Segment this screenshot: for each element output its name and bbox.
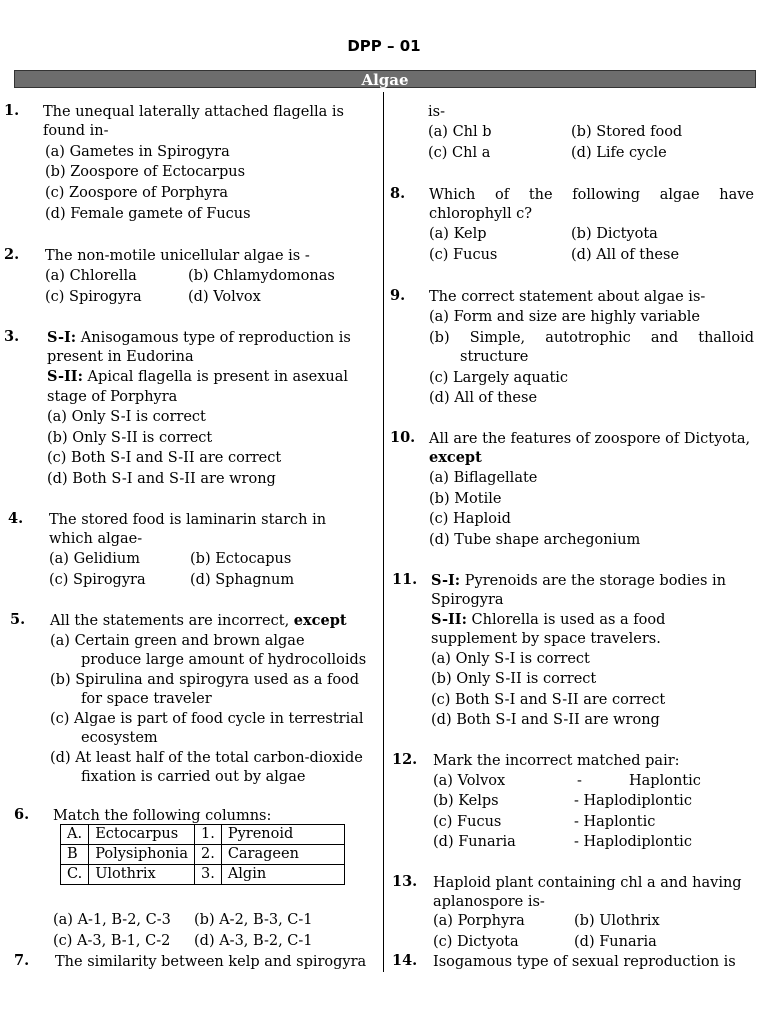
option: (d) Both S-I and S-II are wrong <box>47 471 276 487</box>
question-number: 8. <box>390 185 406 202</box>
question-text: found in- <box>43 123 109 139</box>
question-text: Isogamous type of sexual reproduction is <box>433 954 736 970</box>
question-number: 2. <box>4 246 20 263</box>
question-number: 3. <box>4 328 20 345</box>
option: (c) Haploid <box>429 511 511 527</box>
pair-left: (a) Volvox <box>433 773 506 789</box>
option-continued: for space traveler <box>81 691 212 707</box>
pair-dash: - <box>577 773 582 789</box>
option: (b) Chlamydomonas <box>188 268 335 284</box>
statement-label: S-II: <box>47 368 83 385</box>
table-cell: C. <box>61 865 89 885</box>
question-number: 4. <box>8 510 24 527</box>
statement-text: Spirogyra <box>431 592 504 608</box>
option-continued: produce large amount of hydrocolloids <box>81 652 367 668</box>
question-text: chlorophyll c? <box>429 206 533 222</box>
option: (b) Motile <box>429 491 502 507</box>
pair-right: - Haplodiplontic <box>574 834 692 850</box>
question-text <box>50 611 347 631</box>
question-text: aplanospore is- <box>433 894 545 910</box>
option: (d) Volvox <box>188 289 261 305</box>
option: (c) Spirogyra <box>45 289 142 305</box>
statement-2 <box>431 610 665 630</box>
option: (a) Porphyra <box>433 913 525 929</box>
question-text: which algae- <box>49 531 143 547</box>
pair-left: (c) Fucus <box>433 814 502 830</box>
option: (c) Both S-I and S-II are correct <box>431 692 666 708</box>
statement-2 <box>47 367 348 387</box>
table-cell: 2. <box>194 845 221 865</box>
option-continued: ecosystem <box>81 730 158 746</box>
option: (a) Chlorella <box>45 268 137 284</box>
option: (a) Chl b <box>428 124 492 140</box>
statement-text: Apical flagella is present in asexual <box>82 369 349 385</box>
option: (c) Dictyota <box>433 934 519 950</box>
statement-text: present in Eudorina <box>47 349 194 365</box>
table-cell: A. <box>61 825 89 845</box>
table-cell: B <box>61 845 89 865</box>
option: (a) Only S-I is correct <box>47 409 206 425</box>
statement-text: stage of Porphyra <box>47 389 178 405</box>
table-cell: Polysiphonia <box>89 845 195 865</box>
table-cell: Carageen <box>221 845 344 865</box>
option-continued: fixation is carried out by algae <box>81 769 306 785</box>
question-text: is- <box>428 104 445 120</box>
table-cell: 3. <box>194 865 221 885</box>
option: (b) Only S-II is correct <box>47 430 213 446</box>
statement-text: supplement by space travelers. <box>431 631 661 647</box>
question-number: 12. <box>392 751 418 768</box>
option: (b) A-2, B-3, C-1 <box>194 912 313 928</box>
statement-label: S-II: <box>431 611 467 628</box>
column-divider <box>383 92 384 972</box>
option: (a) Only S-I is correct <box>431 651 590 667</box>
statement-text: Chlorella is used as a food <box>466 612 666 628</box>
option: (d) Sphagnum <box>190 572 295 588</box>
pair-right: - Haplodiplontic <box>574 793 692 809</box>
option: (c) Fucus <box>429 247 498 263</box>
table-cell: Ulothrix <box>89 865 195 885</box>
question-number: 14. <box>392 952 418 969</box>
option: (d) Funaria <box>574 934 657 950</box>
question-number: 11. <box>392 571 418 588</box>
option: (b) Only S-II is correct <box>431 671 597 687</box>
pair-left: (d) Funaria <box>433 834 516 850</box>
question-number: 5. <box>10 611 26 628</box>
option: (d) All of these <box>429 390 538 406</box>
page-header: DPP – 01 <box>347 37 421 55</box>
section-band <box>14 70 756 88</box>
option: (a) Kelp <box>429 226 487 242</box>
option: (b) Dictyota <box>571 226 658 242</box>
match-table <box>60 824 345 885</box>
question-number: 10. <box>390 429 416 446</box>
pair-right: Haplontic <box>629 773 701 789</box>
option-continued: structure <box>460 349 529 365</box>
question-keyword: except <box>429 449 482 466</box>
question-number: 6. <box>14 806 30 823</box>
table-row <box>61 865 345 885</box>
option: (a) Gelidium <box>49 551 141 567</box>
question-text: The stored food is laminarin starch in <box>49 512 327 528</box>
option: (d) Life cycle <box>571 145 667 161</box>
option: (d) All of these <box>571 247 680 263</box>
option: (d) Female gamete of Fucus <box>45 206 251 222</box>
statement-label: S-I: <box>431 572 461 589</box>
option: (d) At least half of the total carbon-dioxide <box>50 750 363 766</box>
option: (c) Algae is part of food cycle in terrestrial <box>50 711 364 727</box>
option: (c) Both S-I and S-II are correct <box>47 450 282 466</box>
question-number: 7. <box>14 952 30 969</box>
option: (b) Stored food <box>571 124 683 140</box>
option: (a) Biflagellate <box>429 470 538 486</box>
question-number: 9. <box>390 287 406 304</box>
question-text: Haploid plant containing chl a and having <box>433 875 742 891</box>
question-text: The similarity between kelp and spirogyra <box>55 954 367 970</box>
statement-text: Pyrenoids are the storage bodies in <box>460 573 726 589</box>
table-row <box>61 825 345 845</box>
option: (c) Zoospore of Porphyra <box>45 185 229 201</box>
option: (b) Zoospore of Ectocarpus <box>45 164 246 180</box>
statement-1 <box>47 328 351 348</box>
question-text: Mark the incorrect matched pair: <box>433 753 680 769</box>
question-keyword: except <box>293 612 347 629</box>
statement-label: S-I: <box>47 329 77 346</box>
option: (c) Spirogyra <box>49 572 146 588</box>
question-text: All are the features of zoospore of Dictyota, <box>429 431 751 447</box>
question-text: Match the following columns: <box>53 808 272 824</box>
option: (b) Simple, autotrophic and thalloid <box>429 330 754 346</box>
table-cell: Ectocarpus <box>89 825 195 845</box>
question-number: 13. <box>392 873 418 890</box>
option: (a) A-1, B-2, C-3 <box>53 912 171 928</box>
option: (a) Form and size are highly variable <box>429 309 700 325</box>
section-title: Algae <box>361 71 409 89</box>
table-cell: Pyrenoid <box>221 825 344 845</box>
option: (c) Largely aquatic <box>429 370 569 386</box>
option: (a) Certain green and brown algae <box>50 633 305 649</box>
question-text-main: All the statements are incorrect, <box>50 613 294 629</box>
table-row <box>61 845 345 865</box>
option: (c) A-3, B-1, C-2 <box>53 933 171 949</box>
option: (b) Spirulina and spirogyra used as a food <box>50 672 360 688</box>
statement-text: Anisogamous type of reproduction is <box>76 330 351 346</box>
option: (d) Both S-I and S-II are wrong <box>431 712 660 728</box>
table-cell: 1. <box>194 825 221 845</box>
option: (d) A-3, B-2, C-1 <box>194 933 313 949</box>
question-text: The unequal laterally attached flagella is <box>43 104 344 120</box>
option: (b) Ectocapus <box>190 551 292 567</box>
option: (a) Gametes in Spirogyra <box>45 144 230 160</box>
table-cell: Algin <box>221 865 344 885</box>
pair-left: (b) Kelps <box>433 793 499 809</box>
question-text: Which of the following algae have <box>429 187 754 203</box>
option: (b) Ulothrix <box>574 913 660 929</box>
option: (c) Chl a <box>428 145 491 161</box>
question-text: The correct statement about algae is- <box>429 289 706 305</box>
question-number: 1. <box>4 102 20 119</box>
option: (d) Tube shape archegonium <box>429 532 641 548</box>
statement-1 <box>431 571 726 591</box>
pair-right: - Haplontic <box>574 814 656 830</box>
question-text: The non-motile unicellular algae is - <box>45 248 310 264</box>
